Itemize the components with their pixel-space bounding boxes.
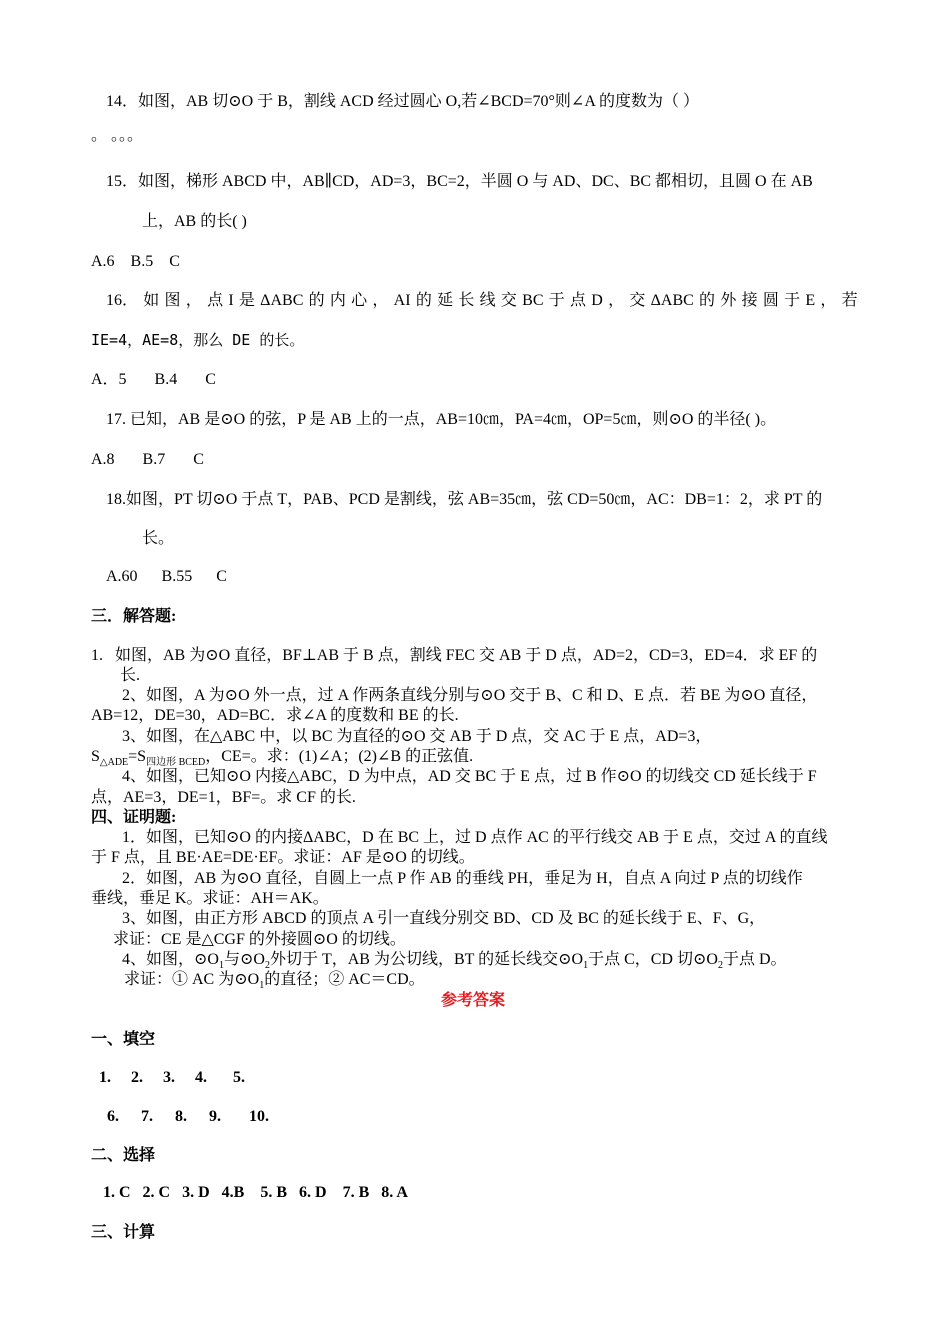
q16-word: ΔABC <box>650 292 694 309</box>
p4-sub-4: 2 <box>717 960 723 972</box>
q18-line2: 长。 <box>142 530 175 547</box>
p4-text-1: 4、如图，⊙O <box>122 951 219 968</box>
s3-problem2-line1: 2、如图，A 为⊙O 外一点，过 A 作两条直线分别与⊙O 交于 B、C 和 D、E 点．若 BE 为⊙O 直径， <box>122 687 818 704</box>
q18-line1: 18.如图，PT 切⊙O 于点 T，PAB、PCD 是割线，弦 AB=35㎝，弦 CD=50㎝，AC：DB=1：2，求 PT 的 <box>106 491 823 508</box>
s4-problem1-line2: 于 F 点，且 BE·AE=DE·EF。求证：AF 是⊙O 的切线。 <box>91 849 475 866</box>
s3-problem3-line2 <box>91 747 473 767</box>
area-subscript-ade: △ADE <box>99 757 129 769</box>
q16-word: 16． <box>106 292 139 309</box>
q16-word: ， <box>608 292 625 309</box>
q16-options: A．5 B.4 C <box>91 371 216 388</box>
q16-word: 外 <box>720 292 737 309</box>
s4-problem3-line2: 求证：CE 是△CGF 的外接圆⊙O 的切线。 <box>113 931 406 948</box>
s3-problem1-line1: 1. 如图，AB 为⊙O 直径，BF⊥AB 于 B 点，割线 FEC 交 AB 于 D 点，AD=2，CD=3，ED=4．求 EF 的 <box>91 647 818 664</box>
q16-line1 <box>106 291 858 311</box>
q16-word: ， <box>185 292 202 309</box>
q16-line2: IE=4，AE=8，那么 DE 的长。 <box>91 331 305 349</box>
s3-problem1-line2: 长. <box>120 667 141 684</box>
q17-line1: 17. 已知，AB 是⊙O 的弦，P 是 AB 上的一点，AB=10㎝，PA=4㎝，OP=5㎝，则⊙O 的半径( )。 <box>106 411 777 428</box>
q14-line2: 。 。。。 <box>91 127 144 144</box>
fill-item-1: 1. <box>99 1069 111 1086</box>
s3-problem4-line2: 点，AE=3，DE=1，BF=。求 CF 的长. <box>91 789 356 806</box>
q16-word: ， <box>820 292 837 309</box>
q15-options: A.6 B.5 C <box>91 253 180 270</box>
q16-word: AI <box>393 292 411 309</box>
q15-line2: 上，AB 的长( ) <box>142 213 247 230</box>
q16-word: 是 <box>238 292 255 309</box>
p4b-text-1: 求证：① AC 为⊙O <box>124 971 260 988</box>
q16-word: 心 <box>351 292 368 309</box>
q18-options: A.60 B.55 C <box>106 568 227 585</box>
fill-item-9: 9. <box>209 1108 221 1125</box>
fill-item-7: 7. <box>141 1108 153 1125</box>
q16-word: D <box>591 292 603 309</box>
q16-word: 接 <box>741 292 758 309</box>
p4-text-4: 于点 C，CD 切⊙O <box>588 951 718 968</box>
q16-word: 若 <box>841 292 858 309</box>
p4-text-3: 外切于 T，AB 为公切线，BT 的延长线交⊙O <box>269 951 584 968</box>
q16-word: 于 <box>548 292 565 309</box>
q16-word: E <box>805 292 816 309</box>
q16-word: ， <box>372 292 389 309</box>
q16-word: 圆 <box>762 292 779 309</box>
p4-sub-2: 2 <box>264 960 270 972</box>
q17-options: A.8 B.7 C <box>91 451 204 468</box>
q16-word: 的 <box>308 292 325 309</box>
s4-problem4-line1 <box>122 950 787 970</box>
fill-row2 <box>107 1107 269 1127</box>
s4-problem1-line1: 1．如图，已知⊙O 的内接ΔABC，D 在 BC 上，过 D 点作 AC 的平行线交 AB 于 E 点，交过 A 的直线 <box>122 829 828 846</box>
answers-choice-title: 二、选择 <box>91 1147 156 1164</box>
s3-problem2-line2: AB=12，DE=30，AD=BC．求∠A 的度数和 BE 的长. <box>91 707 459 724</box>
q14-line1: 14．如图，AB 切⊙O 于 B，割线 ACD 经过圆心 O,若∠BCD=70°则∠A 的度数为（ ） <box>106 93 700 110</box>
s4-problem2-line2: 垂线，垂足 K。求证：AH＝AK。 <box>91 890 329 907</box>
q16-word: 长 <box>458 292 475 309</box>
p4-sub-1: 1 <box>218 960 224 972</box>
q16-word: I <box>228 292 234 309</box>
section3-title: 三．解答题: <box>91 608 177 625</box>
p4-text-5: 于点 D。 <box>722 951 787 968</box>
q16-word: BC <box>522 292 544 309</box>
fill-row1 <box>99 1068 245 1088</box>
fill-item-5: 5. <box>233 1069 245 1086</box>
p4-sub-3: 1 <box>583 960 589 972</box>
q16-word: ΔABC <box>260 292 304 309</box>
q16-word: 的 <box>699 292 716 309</box>
q16-word: 交 <box>500 292 517 309</box>
q16-word: 延 <box>437 292 454 309</box>
q16-word: 点 <box>570 292 587 309</box>
s3-problem3-line1: 3、如图，在△ABC 中，以 BC 为直径的⊙O 交 AB 于 D 点，交 AC 于 E 点，AD=3， <box>122 728 712 745</box>
q15-line1: 15．如图，梯形 ABCD 中，AB∥CD，AD=3，BC=2，半圆 O 与 AD、DC、BC 都相切，且圆 O 在 AB <box>106 173 813 190</box>
problem3-question: ，CE=。求：(1)∠A；(2)∠B 的正弦值. <box>205 748 474 765</box>
fill-item-4: 4. <box>195 1069 207 1086</box>
p4b-sub-1: 1 <box>259 980 265 992</box>
fill-item-2: 2. <box>131 1069 143 1086</box>
area-symbol: S <box>91 748 100 765</box>
p4-text-2: 与⊙O <box>223 951 265 968</box>
answers-calc-title: 三、计算 <box>91 1224 156 1241</box>
p4b-text-2: 的直径；② AC＝CD。 <box>264 971 425 988</box>
choice-answers-row: 1. C 2. C 3. D 4.B 5. B 6. D 7. B 8. A <box>103 1184 408 1201</box>
q16-word: 内 <box>329 292 346 309</box>
q16-word: 于 <box>784 292 801 309</box>
fill-item-3: 3. <box>163 1069 175 1086</box>
fill-item-10: 10. <box>249 1108 269 1125</box>
area-subscript-bced: 四边形 BCED <box>146 757 206 769</box>
fill-item-6: 6. <box>107 1108 119 1125</box>
q16-word: 点 <box>207 292 224 309</box>
s4-problem3-line1: 3、如图，由正方形 ABCD 的顶点 A 引一直线分别交 BD、CD 及 BC 的延长线于 E、F、G， <box>122 910 766 927</box>
s4-problem4-line2 <box>124 970 425 990</box>
answers-title: 参考答案 <box>441 992 506 1009</box>
s4-problem2-line1: 2．如图，AB 为⊙O 直径，自圆上一点 P 作 AB 的垂线 PH，垂足为 H，自点 A 向过 P 点的切线作 <box>122 870 803 887</box>
q16-word: 图 <box>164 292 181 309</box>
q16-word: 线 <box>479 292 496 309</box>
q16-word: 的 <box>415 292 432 309</box>
area-equals: =S <box>128 748 147 765</box>
s3-problem4-line1: 4、如图，已知⊙O 内接△ABC，D 为中点，AD 交 BC 于 E 点，过 B 作⊙O 的切线交 CD 延长线于 F <box>122 768 817 785</box>
q16-word: 交 <box>629 292 646 309</box>
section4-title: 四、证明题: <box>91 809 177 826</box>
answers-fill-title: 一、填空 <box>91 1031 156 1048</box>
fill-item-8: 8. <box>175 1108 187 1125</box>
q16-word: 如 <box>143 292 160 309</box>
